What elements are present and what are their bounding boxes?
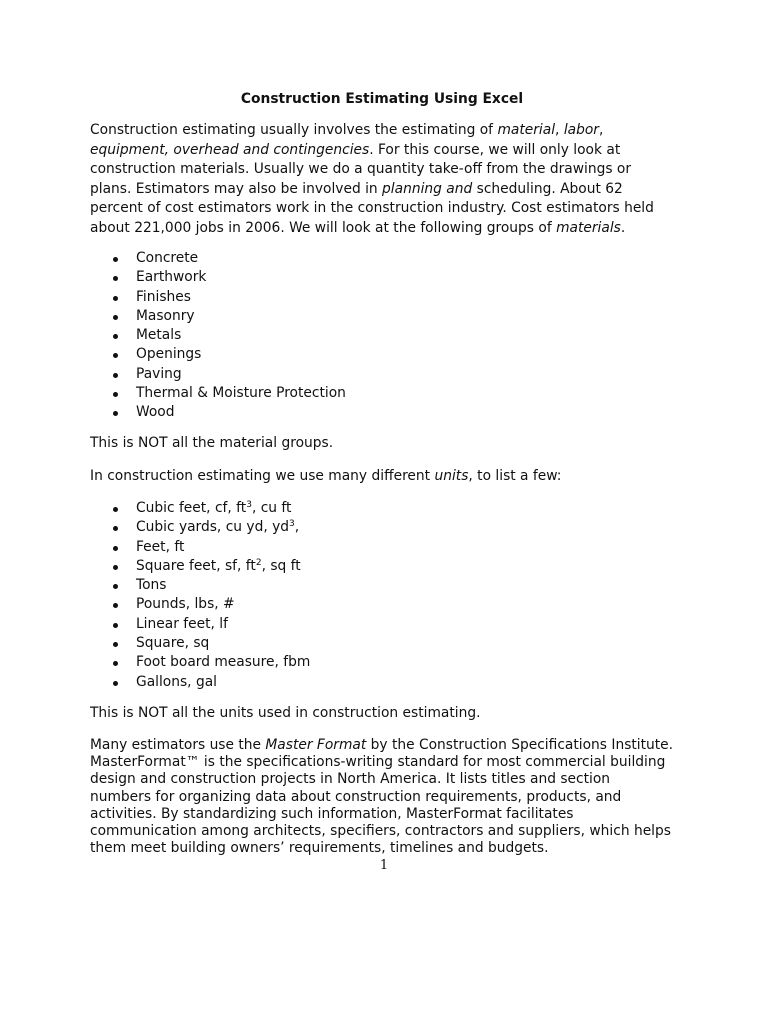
list-item-text: Cubic feet, cf, ft — [136, 500, 247, 516]
italic-term-planning: planning and — [382, 180, 473, 197]
bullet-icon — [113, 546, 118, 551]
masterformat-line-4: numbers for organizing data about construction requirements, products, and — [90, 788, 622, 805]
bullet-icon — [113, 257, 118, 262]
list-item-text: Gallons, gal — [136, 673, 218, 690]
not-all-materials-note: This is NOT all the material groups. — [90, 435, 334, 451]
text-run: . — [620, 219, 626, 236]
material-groups-list — [90, 249, 346, 423]
bullet-icon — [113, 526, 118, 531]
masterformat-line-7: them meet building owners’ requirements, timelines and budgets. — [90, 840, 549, 857]
list-item — [90, 499, 310, 518]
bullet-icon — [113, 276, 118, 281]
text-run: Many estimators use the — [90, 737, 266, 753]
text-run: , — [555, 122, 564, 138]
bullet-icon — [113, 334, 118, 339]
intro-line-3: construction materials. Usually we do a quantity take-off from the drawings or — [90, 161, 632, 177]
bullet-icon — [113, 642, 118, 647]
list-item — [90, 673, 310, 692]
list-item — [90, 634, 310, 653]
list-item-text: Square feet, sf, ft — [136, 557, 256, 574]
intro-line-4 — [90, 180, 654, 200]
document-page — [90, 0, 690, 1024]
list-item — [90, 518, 310, 537]
italic-term-equipment: equipment, overhead and contingencies — [90, 141, 370, 158]
bullet-icon — [113, 565, 118, 570]
bullet-icon — [113, 296, 118, 301]
text-run: In construction estimating we use many different — [90, 468, 435, 484]
italic-term-material: material — [497, 122, 556, 138]
list-item-text: Concrete — [136, 250, 199, 266]
page-number: 1 — [379, 858, 389, 873]
intro-paragraph — [90, 121, 654, 238]
text-run: Construction estimating usually involves the estimating of — [90, 122, 498, 138]
intro-line-2 — [90, 141, 654, 161]
list-item-text: Finishes — [136, 288, 191, 305]
list-item — [90, 403, 346, 422]
italic-term-labor: labor — [563, 122, 599, 138]
masterformat-line-2: MasterFormat™ is the specifications-writing standard for most commercial building — [90, 754, 666, 771]
bullet-icon — [113, 584, 118, 589]
superscript: 2 — [255, 557, 262, 568]
list-item-text: , sq ft — [261, 557, 301, 574]
list-item — [90, 365, 346, 384]
list-item-text: Square, sq — [136, 635, 210, 652]
list-item — [90, 557, 310, 576]
masterformat-line-5: activities. By standardizing such information, MasterFormat facilitates — [90, 805, 574, 822]
list-item-text: Foot board measure, fbm — [136, 654, 311, 671]
text-run: , to list a few: — [468, 468, 562, 484]
list-item — [90, 576, 310, 595]
list-item — [90, 538, 310, 557]
list-item-text: Earthwork — [136, 269, 207, 286]
list-item — [90, 345, 346, 364]
list-item — [90, 326, 346, 345]
italic-term-materials: materials — [556, 219, 621, 236]
not-all-units-note: This is NOT all the units used in construction estimating. — [90, 705, 481, 721]
list-item — [90, 268, 346, 287]
italic-term-units: units — [434, 468, 469, 484]
bullet-icon — [113, 507, 118, 512]
list-item — [90, 615, 310, 634]
list-item-text: Cubic yards, cu yd, yd — [136, 519, 290, 536]
list-item-text: , — [294, 519, 300, 536]
list-item-text: Masonry — [136, 307, 195, 324]
list-item-text: Linear feet, lf — [136, 615, 228, 632]
masterformat-line-1 — [90, 737, 673, 754]
list-item-text: Thermal & Moisture Protection — [136, 385, 346, 402]
bullet-icon — [113, 315, 118, 320]
masterformat-paragraph — [90, 737, 673, 857]
intro-line-1 — [90, 121, 654, 141]
list-item — [90, 653, 310, 672]
units-intro — [90, 467, 561, 487]
bullet-icon — [113, 623, 118, 628]
list-item — [90, 595, 310, 614]
list-item-text: Pounds, lbs, # — [136, 596, 235, 613]
superscript: 3 — [289, 519, 295, 530]
text-run: , — [598, 122, 604, 138]
text-run: about 221,000 jobs in 2006. We will look at the following groups of — [90, 219, 557, 236]
list-item-text: Feet, ft — [136, 538, 185, 555]
text-run: by the Construction Specifications Institute. — [366, 737, 674, 753]
italic-term-master-format: Master Format — [265, 737, 367, 753]
masterformat-line-3: design and construction projects in North America. It lists titles and section — [90, 771, 611, 788]
bullet-icon — [113, 353, 118, 358]
masterformat-line-6: communication among architects, specifiers, contractors and suppliers, which helps — [90, 823, 671, 840]
document-title: Construction Estimating Using Excel — [240, 91, 524, 107]
list-item-text: Openings — [136, 346, 202, 363]
bullet-icon — [113, 373, 118, 378]
list-item — [90, 249, 346, 268]
intro-line-6 — [90, 219, 654, 239]
list-item-text: Wood — [136, 404, 175, 421]
list-item — [90, 288, 346, 307]
list-item-text: Paving — [136, 365, 182, 382]
bullet-icon — [113, 411, 118, 416]
bullet-icon — [113, 661, 118, 666]
bullet-icon — [113, 681, 118, 686]
list-item-text: Tons — [136, 577, 167, 594]
text-run: . For this course, we will only look at — [369, 141, 621, 158]
intro-line-5: percent of cost estimators work in the construction industry. Cost estimators held — [90, 200, 654, 216]
list-item-text: Metals — [136, 327, 182, 344]
bullet-icon — [113, 392, 118, 397]
text-run: plans. Estimators may also be involved in — [90, 180, 383, 197]
list-item — [90, 384, 346, 403]
list-item-text: , cu ft — [251, 500, 292, 516]
superscript: 3 — [246, 500, 252, 510]
units-list — [90, 499, 310, 692]
text-run: scheduling. About 62 — [472, 180, 623, 197]
list-item — [90, 307, 346, 326]
bullet-icon — [113, 603, 118, 608]
